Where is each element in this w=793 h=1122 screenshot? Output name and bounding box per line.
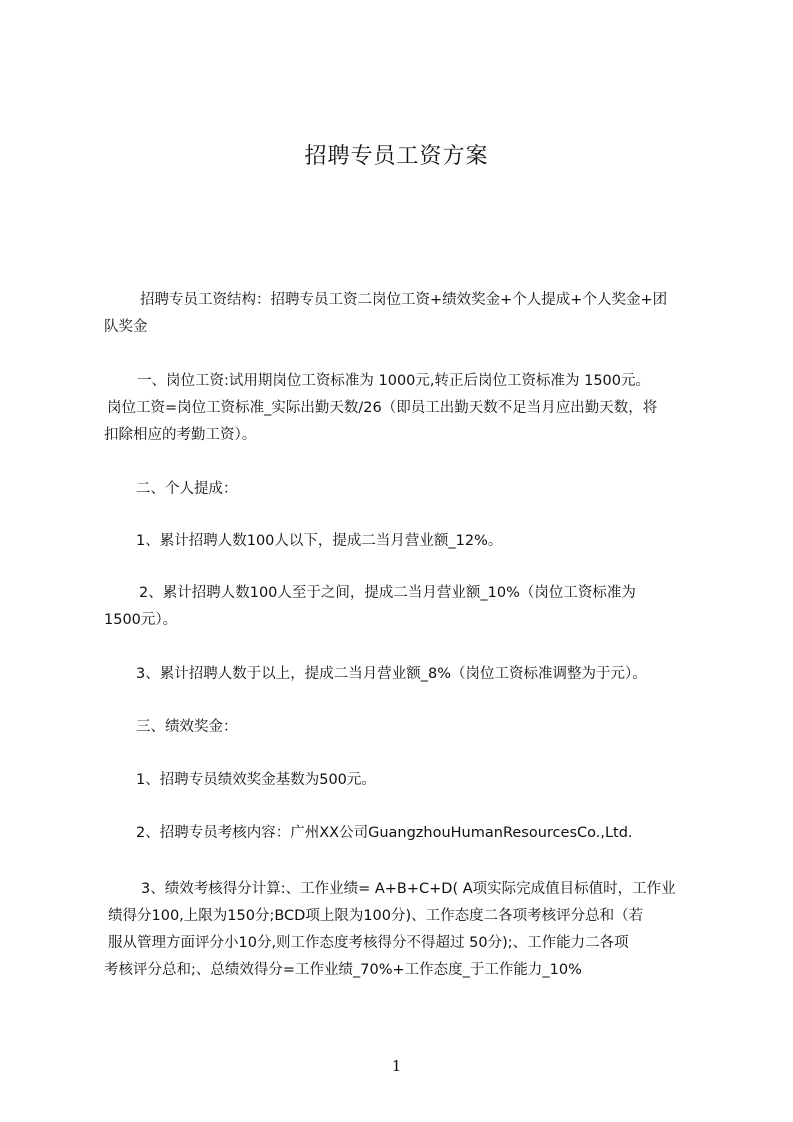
paragraph-commission-3 <box>104 661 704 688</box>
paragraph-line: 2、累计招聘人数100人至于之间，提成二当月营业额_10%（岗位工资标准为 <box>139 585 636 601</box>
paragraph-line: 三、绩效奖金： <box>136 719 238 735</box>
paragraph-line: 服从管理方面评分小10分,则工作态度考核得分不得超过 50分);、工作能力二各项 <box>108 935 629 951</box>
paragraph-commission-2 <box>104 580 704 634</box>
paragraph-line: 1、招聘专员绩效奖金基数为500元。 <box>136 772 376 788</box>
paragraph-line: 1、累计招聘人数100人以下，提成二当月营业额_12%。 <box>136 533 503 549</box>
paragraph-line: 绩得分100,上限为150分;BCD项上限为100分)、工作态度二各项考核评分总和（若 <box>108 908 644 924</box>
paragraph-line: 队奖金 <box>104 319 148 335</box>
section-heading-performance-bonus <box>104 714 704 741</box>
paragraph-salary-structure <box>104 287 704 341</box>
paragraph-bonus-1 <box>104 767 704 794</box>
paragraph-line: 3、绩效考核得分计算:、工作业绩= A+B+C+D( A项实际完成值目标值时，工作业 <box>141 881 676 897</box>
section-heading-commission <box>104 476 704 503</box>
paragraph-line: 3、累计招聘人数于以上，提成二当月营业额_8%（岗位工资标准调整为于元）。 <box>136 666 647 682</box>
paragraph-bonus-3 <box>104 876 704 984</box>
paragraph-line: 一、岗位工资:试用期岗位工资标准为 1000元,转正后岗位工资标准为 1500元。 <box>137 373 651 389</box>
paragraph-line: 2、招聘专员考核内容：广州XX公司GuangzhouHumanResourcesCo.,Ltd. <box>136 825 633 841</box>
paragraph-line: 考核评分总和;、总绩效得分=工作业绩_70%+工作态度_于工作能力_10% <box>104 962 582 978</box>
paragraph-line: 二、个人提成： <box>136 481 238 497</box>
page-number: 1 <box>391 1057 402 1075</box>
paragraph-line: 岗位工资=岗位工资标准_实际出勤天数/26（即员工出勤天数不足当月应出勤天数，将 <box>107 400 658 416</box>
paragraph-line: 1500元）。 <box>104 612 178 628</box>
document-title: 招聘专员工资方案 <box>304 144 489 169</box>
paragraph-line: 招聘专员工资结构：招聘专员工资二岗位工资+绩效奖金+个人提成+个人奖金+团 <box>140 292 668 308</box>
paragraph-line: 扣除相应的考勤工资）。 <box>104 427 257 443</box>
paragraph-bonus-2 <box>104 820 704 847</box>
paragraph-commission-1 <box>104 528 704 555</box>
paragraph-base-salary <box>104 368 704 449</box>
